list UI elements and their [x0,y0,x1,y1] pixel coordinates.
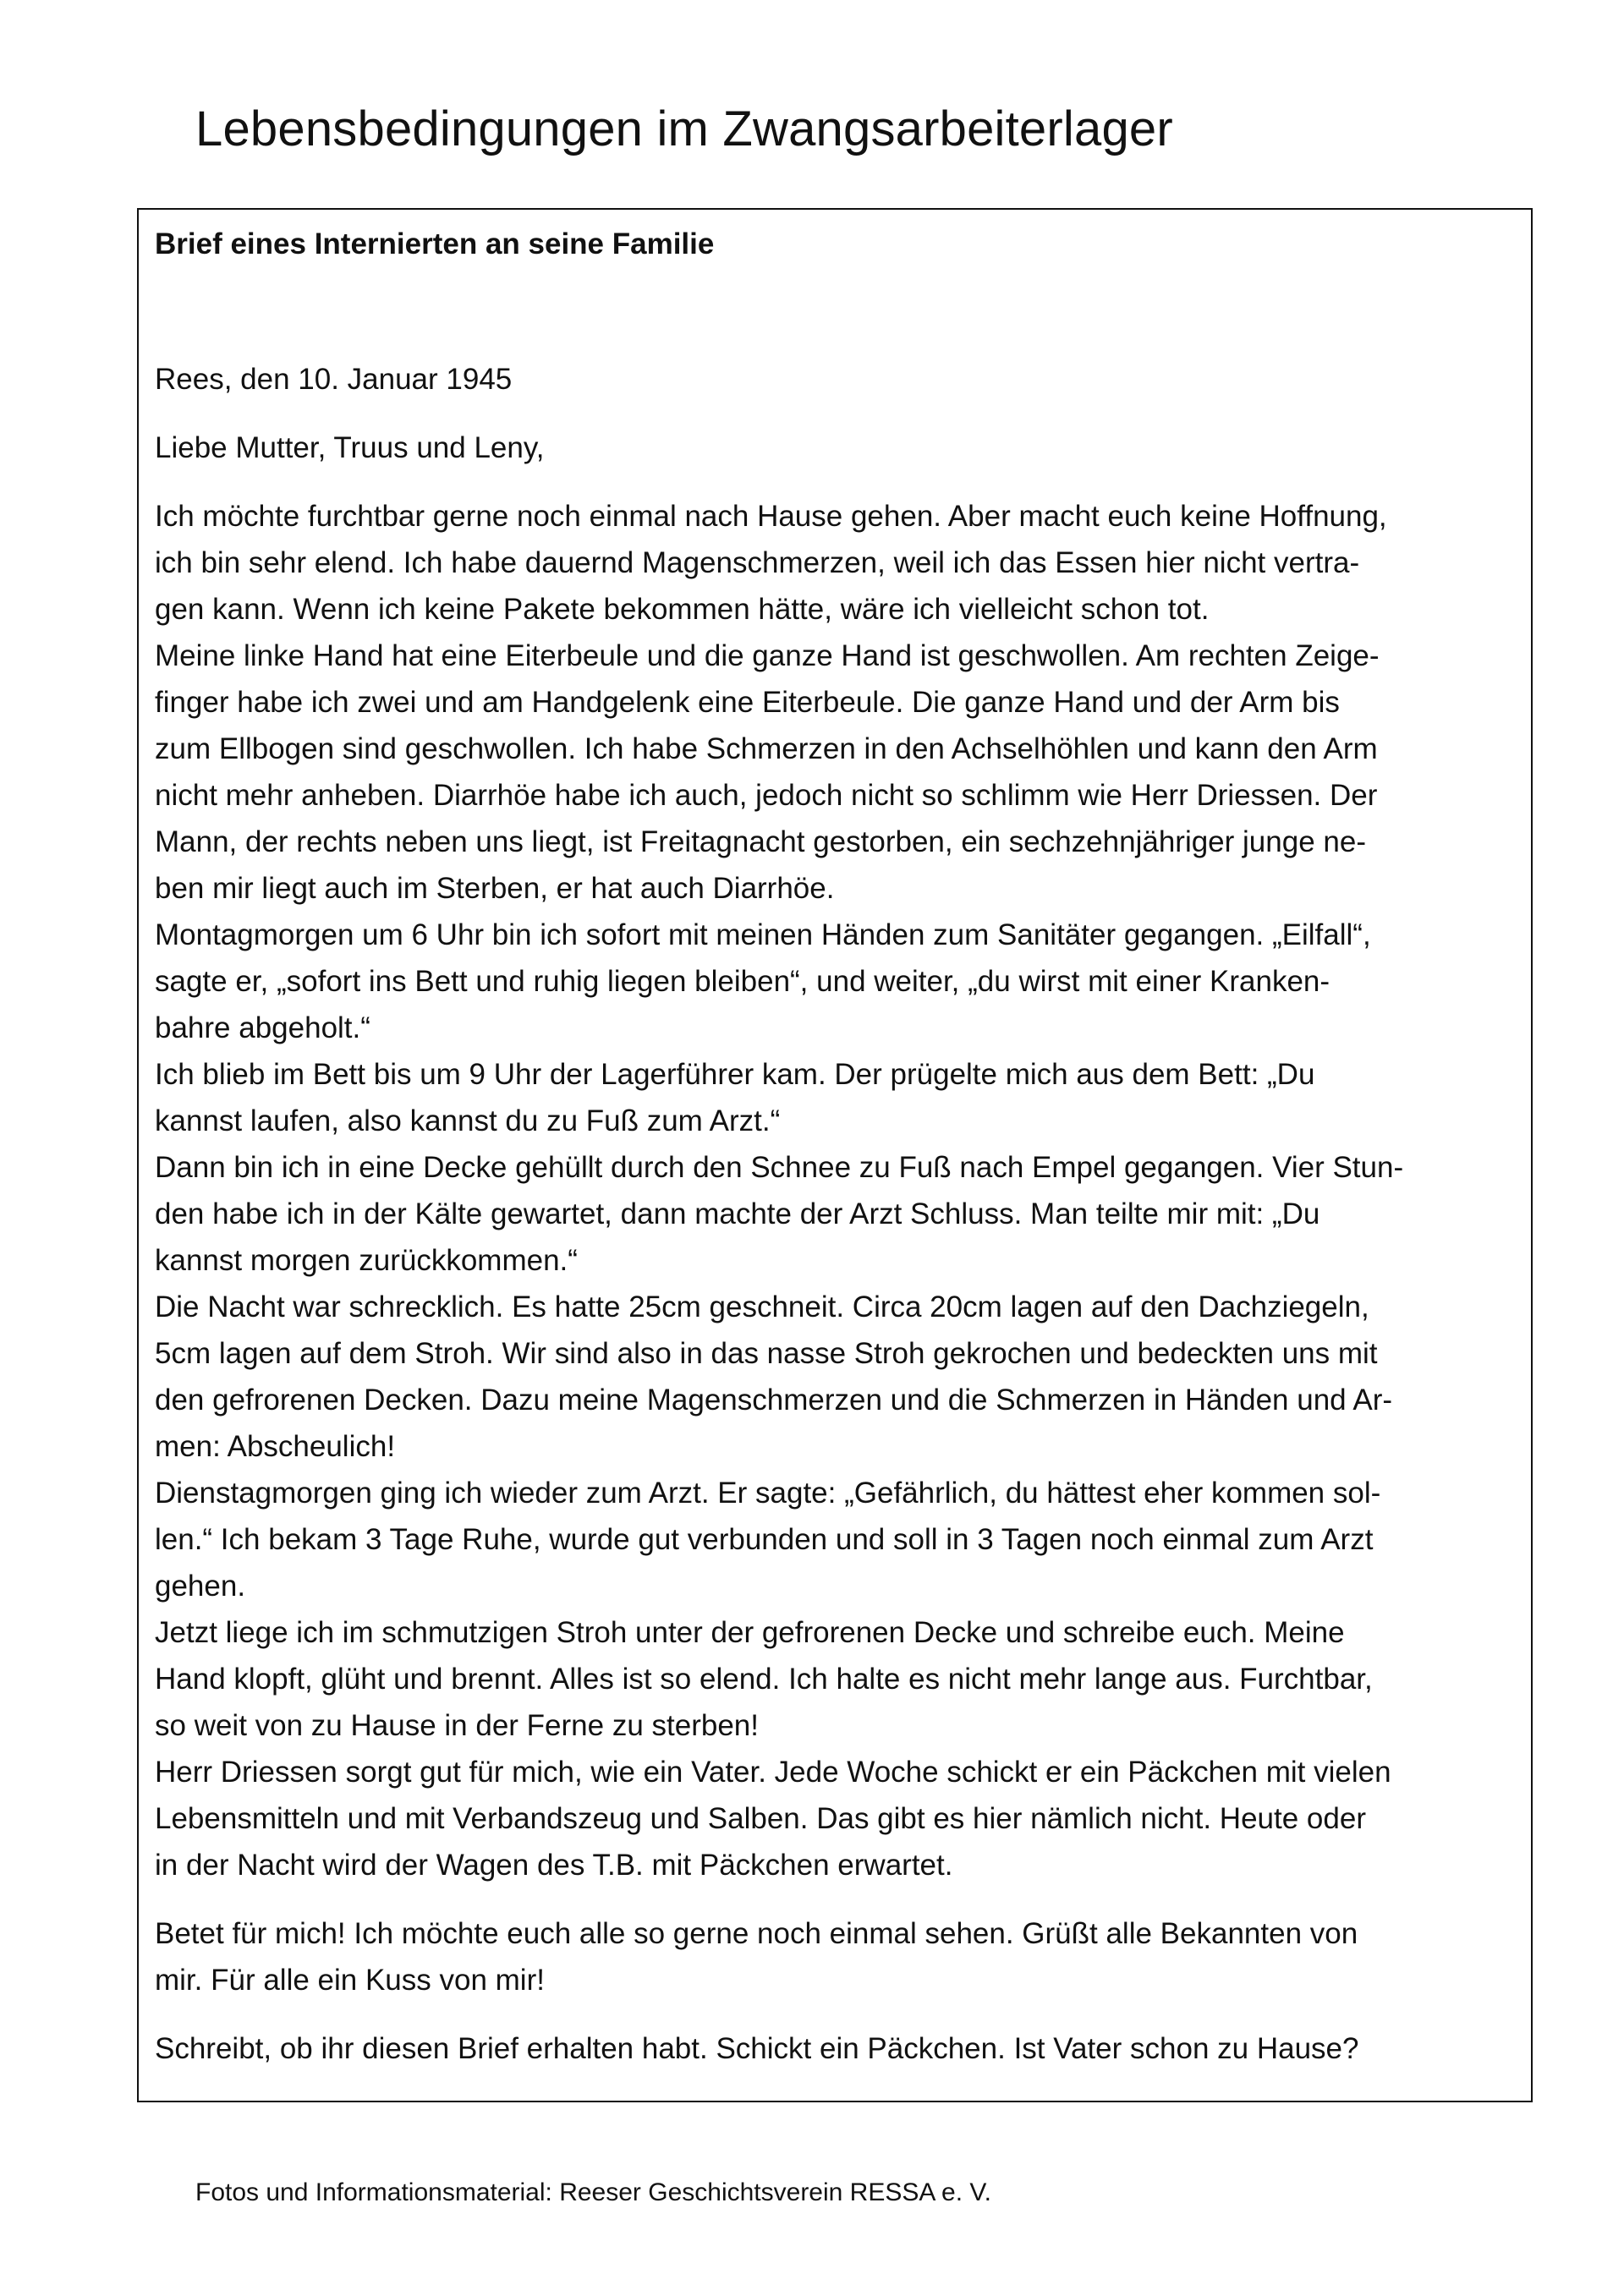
letter-line: ben mir liegt auch im Sterben, er hat auch Diarrhöe. [155,872,835,905]
page-title: Lebensbedingungen im Zwangsarbeiterlager [195,101,1173,156]
letter-line: den habe ich in der Kälte gewartet, dann machte der Arzt Schluss. Man teilte mir mit: „Du [155,1197,1320,1230]
letter-line: so weit von zu Hause in der Ferne zu sterben! [155,1709,759,1742]
letter-line: men: Abscheulich! [155,1430,396,1463]
letter-line: Jetzt liege ich im schmutzigen Stroh unter der gefrorenen Decke und schreibe euch. Meine [155,1616,1345,1649]
letter-closing-paragraph [155,1910,1525,2003]
letter-line: Ich blieb im Bett bis um 9 Uhr der Lagerführer kam. Der prügelte mich aus dem Bett: „Du [155,1058,1315,1091]
letter-line: bahre abgeholt.“ [155,1011,370,1044]
letter-line: den gefrorenen Decken. Dazu meine Magenschmerzen und die Schmerzen in Händen und Ar- [155,1384,1393,1417]
letter-line: ich bin sehr elend. Ich habe dauernd Magenschmerzen, weil ich das Essen hier nicht vertra- [155,546,1360,579]
letter-line: Meine linke Hand hat eine Eiterbeule und die ganze Hand ist geschwollen. Am rechten Zeige- [155,639,1380,672]
letter-place-date: Rees, den 10. Januar 1945 [155,363,513,396]
closing-line: Betet für mich! Ich möchte euch alle so gerne noch einmal sehen. Grüßt alle Bekannten von [155,1917,1358,1950]
letter-line: Herr Driessen sorgt gut für mich, wie ein Vater. Jede Woche schickt er ein Päckchen mit vielen [155,1756,1391,1789]
letter-line: in der Nacht wird der Wagen des T.B. mit Päckchen erwartet. [155,1849,953,1882]
letter-line: finger habe ich zwei und am Handgelenk eine Eiterbeule. Die ganze Hand und der Arm bis [155,686,1340,719]
paragraph-gap [155,1888,1525,1910]
letter-line: Hand klopft, glüht und brennt. Alles ist so elend. Ich halte es nicht mehr lange aus. Furchtbar, [155,1663,1373,1696]
letter-line: gen kann. Wenn ich keine Pakete bekommen hätte, wäre ich vielleicht schon tot. [155,593,1210,626]
letter-line: Montagmorgen um 6 Uhr bin ich sofort mit meinen Händen zum Sanitäter gegangen. „Eilfall“, [155,918,1371,951]
letter-salutation: Liebe Mutter, Truus und Leny, [155,431,545,464]
letter-body [155,356,1525,2072]
footer-credit: Fotos und Informationsmaterial: Reeser Geschichtsverein RESSA e. V. [195,2178,992,2206]
letter-line: 5cm lagen auf dem Stroh. Wir sind also in das nasse Stroh gekrochen und bedeckten uns mit [155,1337,1378,1370]
letter-line: nicht mehr anheben. Diarrhöe habe ich auch, jedoch nicht so schlimm wie Herr Driessen. Der [155,779,1378,812]
letter-box [137,208,1533,2102]
letter-line: gehen. [155,1570,246,1603]
letter-line: kannst morgen zurückkommen.“ [155,1244,578,1277]
letter-line: Mann, der rechts neben uns liegt, ist Freitagnacht gestorben, ein sechzehnjähriger junge ne- [155,825,1366,858]
letter-line: kannst laufen, also kannst du zu Fuß zum Arzt.“ [155,1104,781,1137]
letter-line: Lebensmitteln und mit Verbandszeug und Salben. Das gibt es hier nämlich nicht. Heute oder [155,1802,1366,1835]
letter-line: Dienstagmorgen ging ich wieder zum Arzt. Er sagte: „Gefährlich, du hättest eher kommen sol- [155,1477,1381,1510]
letter-heading: Brief eines Internierten an seine Familie [155,227,715,260]
letter-line: zum Ellbogen sind geschwollen. Ich habe Schmerzen in den Achselhöhlen und kann den Arm [155,732,1378,765]
letter-line: sagte er, „sofort ins Bett und ruhig liegen bleiben“, und weiter, „du wirst mit einer Kranken- [155,965,1330,998]
letter-postscript: Schreibt, ob ihr diesen Brief erhalten habt. Schickt ein Päckchen. Ist Vater schon zu Hause? [155,2032,1359,2065]
letter-line: len.“ Ich bekam 3 Tage Ruhe, wurde gut verbunden und soll in 3 Tagen noch einmal zum Arzt [155,1523,1374,1556]
closing-line: mir. Für alle ein Kuss von mir! [155,1964,545,1997]
letter-line: Dann bin ich in eine Decke gehüllt durch den Schnee zu Fuß nach Empel gegangen. Vier Stun- [155,1151,1404,1184]
paragraph-gap [155,403,1525,425]
paragraph-gap [155,471,1525,493]
letter-line: Die Nacht war schrecklich. Es hatte 25cm geschneit. Circa 20cm lagen auf den Dachziegeln, [155,1290,1369,1323]
letter-main-paragraph [155,493,1525,1888]
paragraph-gap [155,2003,1525,2025]
letter-line: Ich möchte furchtbar gerne noch einmal nach Hause gehen. Aber macht euch keine Hoffnung, [155,500,1387,533]
